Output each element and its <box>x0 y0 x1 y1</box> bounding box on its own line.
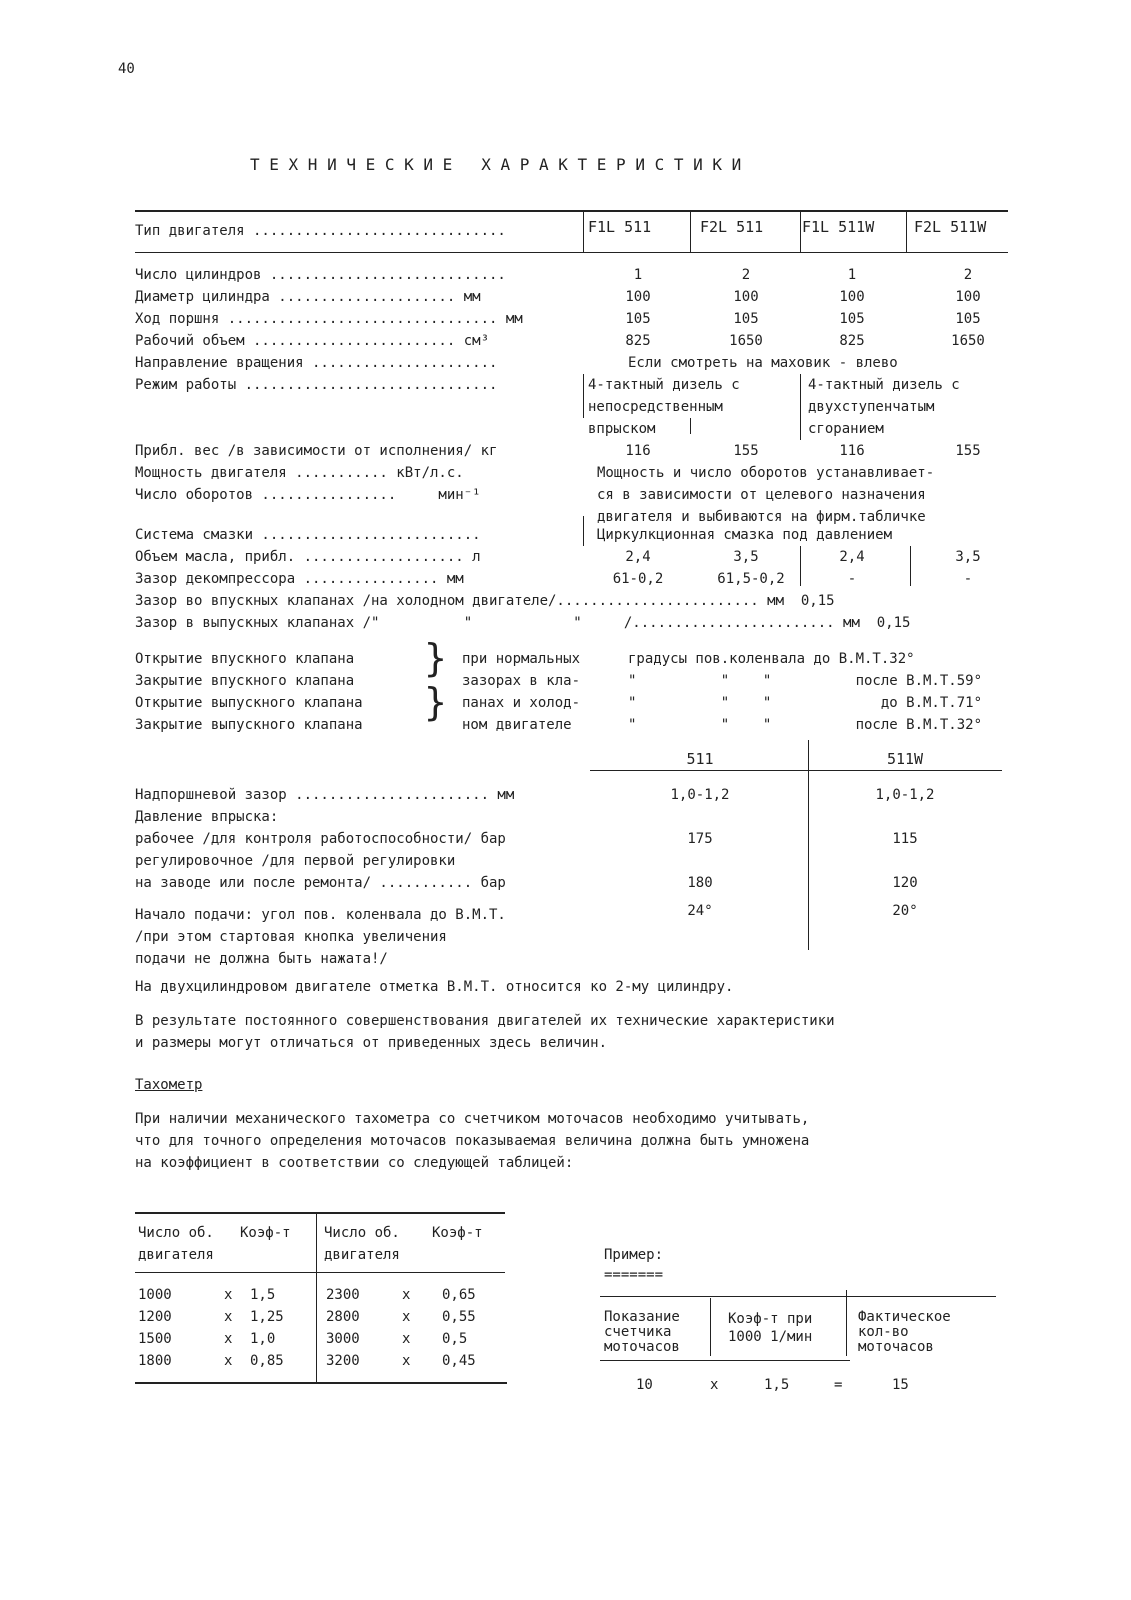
model-f1l511w: F1L 511W <box>802 218 875 236</box>
cell-value: 155 <box>733 443 759 459</box>
table-cell: 1,25 <box>250 1309 284 1325</box>
col-divider <box>583 212 584 252</box>
row-label-displacement: Рабочий объем ........................ см³ <box>135 333 490 349</box>
adjust-pressure-label: на заводе или после ремонта/ ........... бар <box>135 875 506 891</box>
col-511w: 511W <box>886 750 924 768</box>
cell-value: 825 <box>625 333 651 349</box>
row-label-weight: Прибл. вес /в зависимости от исполнения/ кг <box>135 443 498 459</box>
injection-header-rule <box>590 770 1002 771</box>
cell-value: 24° <box>687 903 713 919</box>
coef-header: Число об. двигателя <box>138 1225 214 1263</box>
timing-value: " " " после В.М.Т.59° <box>628 673 983 689</box>
cell-value: 116 <box>625 443 651 459</box>
example-cell: 1,5 <box>764 1377 790 1393</box>
col-divider <box>800 546 801 586</box>
cell-value: 61-0,2 <box>612 571 664 587</box>
table-top-rule <box>135 210 1008 212</box>
model-f2l511w: F2L 511W <box>914 218 987 236</box>
cell-value: 100 <box>955 289 981 305</box>
exhaust-clearance: Зазор в выпускных клапанах /" " " /........................ мм 0,15 <box>135 615 911 631</box>
col-divider <box>800 374 801 440</box>
table-cell: 1,5 <box>250 1287 276 1303</box>
coef-top-rule <box>135 1212 505 1214</box>
cell-value: 2 <box>741 267 751 283</box>
tacho-heading: Тахометр <box>135 1077 203 1093</box>
cell-value: 105 <box>625 311 651 327</box>
start-feed-label: /при этом стартовая кнопка увеличения <box>135 929 447 945</box>
condition-text: при нормальных <box>462 651 581 667</box>
coef-header: Число об. двигателя <box>324 1225 400 1263</box>
brace: } <box>424 680 447 724</box>
table-cell: 0,65 <box>442 1287 476 1303</box>
cell-value: 115 <box>892 831 918 847</box>
table-cell: x <box>224 1309 233 1325</box>
cell-value: 1,0-1,2 <box>875 787 935 803</box>
condition-text: панах и холод- <box>462 695 581 711</box>
valve-timing-label: Закрытие впускного клапана <box>135 673 355 689</box>
injection-divider <box>808 740 809 950</box>
table-cell: 1000 <box>138 1287 172 1303</box>
cell-value: 105 <box>955 311 981 327</box>
cell-value: 3,5 <box>955 549 981 565</box>
row-label-cylinders: Число цилиндров ............................ <box>135 267 506 283</box>
col-divider <box>910 546 911 586</box>
table-cell: 0,55 <box>442 1309 476 1325</box>
coef-bottom-rule <box>135 1382 507 1384</box>
adjust-pressure-label: регулировочное /для первой регулировки <box>135 853 456 869</box>
valve-timing-label: Закрытие выпускного клапана <box>135 717 363 733</box>
row-label-power: Мощность двигателя ........... кВт/л.с. <box>135 465 464 481</box>
cell-value: 1650 <box>729 333 763 349</box>
example-cell: x <box>710 1377 719 1393</box>
pressure-heading: Давление впрыска: <box>135 809 279 825</box>
timing-value: градусы пов.коленвала до В.М.Т.32° <box>628 651 915 667</box>
example-top-rule <box>600 1296 996 1297</box>
cell-value: 1650 <box>951 333 985 349</box>
cell-value: 2 <box>963 267 973 283</box>
cell-value: 1 <box>633 267 643 283</box>
valve-timing-label: Открытие впускного клапана <box>135 651 355 667</box>
table-cell: x <box>224 1287 233 1303</box>
table-cell: 1800 <box>138 1353 172 1369</box>
cell-value: 20° <box>892 903 918 919</box>
example-header-rule <box>600 1360 850 1361</box>
cell-value: 105 <box>839 311 865 327</box>
cell-value: - <box>847 571 857 587</box>
example-header: Показание счетчика моточасов <box>604 1309 680 1355</box>
note-two-cylinder: На двухцилиндровом двигателе отметка В.М.Т. относится ко 2-му цилиндру. <box>135 979 734 995</box>
valve-timing-label: Открытие выпускного клапана <box>135 695 363 711</box>
timing-value: " " " до В.М.Т.71° <box>628 695 983 711</box>
intake-clearance: Зазор во впускных клапанах /на холодном двигателе/........................ мм 0,15 <box>135 593 835 609</box>
col-divider <box>690 212 691 252</box>
table-cell: x <box>402 1353 411 1369</box>
table-cell: 2300 <box>326 1287 360 1303</box>
model-f1l511: F1L 511 <box>588 218 652 236</box>
row-label-decompressor: Зазор декомпрессора ................ мм <box>135 571 464 587</box>
col-divider <box>583 516 584 546</box>
cell-value: 1,0-1,2 <box>670 787 730 803</box>
table-cell: 0,85 <box>250 1353 284 1369</box>
table-cell: x <box>224 1353 233 1369</box>
table-cell: x <box>402 1309 411 1325</box>
example-heading: Пример: <box>604 1247 664 1263</box>
condition-text: ном двигателе <box>462 717 572 733</box>
table-cell: x <box>402 1287 411 1303</box>
col-divider <box>583 374 584 418</box>
mode-value-511: 4-тактный дизель с непосредственным впрыском <box>588 377 740 437</box>
example-cell: 15 <box>892 1377 909 1393</box>
coef-header-rule <box>135 1272 505 1273</box>
example-cell: = <box>834 1377 843 1393</box>
cell-value: 180 <box>687 875 713 891</box>
table-cell: 2800 <box>326 1309 360 1325</box>
example-header: Коэф-т при 1000 1/мин <box>728 1311 813 1345</box>
condition-text: зазорах в кла- <box>462 673 581 689</box>
lubrication-value: Циркулкционная смазка под давлением <box>597 527 893 543</box>
coef-header: Коэф-т <box>432 1225 483 1241</box>
coef-header: Коэф-т <box>240 1225 291 1241</box>
cell-value: 3,5 <box>733 549 759 565</box>
cell-value: 105 <box>733 311 759 327</box>
row-label-bore: Диаметр цилиндра ..................... мм <box>135 289 481 305</box>
table-cell: x <box>402 1331 411 1347</box>
cell-value: 100 <box>733 289 759 305</box>
note-changes: В результате постоянного совершенствования двигателей их технические характеристики и размеры могут отличаться от приведенных здесь величин. <box>135 1013 835 1051</box>
engine-type-label: Тип двигателя .............................. <box>135 223 506 239</box>
working-pressure-label: рабочее /для контроля работоспособности/ бар <box>135 831 506 847</box>
cell-value: 155 <box>955 443 981 459</box>
row-label-rpm: Число оборотов ................ мин⁻¹ <box>135 487 481 503</box>
example-underline: ======= <box>604 1267 664 1283</box>
example-cell: 10 <box>636 1377 653 1393</box>
cell-value: 100 <box>839 289 865 305</box>
cell-value: - <box>963 571 973 587</box>
cell-value: 1 <box>847 267 857 283</box>
start-feed-label: Начало подачи: угол пов. коленвала до В.М.Т. <box>135 907 506 923</box>
row-label-rotation: Направление вращения ...................... <box>135 355 498 371</box>
table-header-rule <box>135 252 1008 253</box>
page-number: 40 <box>118 61 135 77</box>
table-cell: 3000 <box>326 1331 360 1347</box>
rotation-value: Если смотреть на маховик - влево <box>628 355 898 371</box>
model-f2l511: F2L 511 <box>700 218 764 236</box>
row-label-mode: Режим работы .............................. <box>135 377 498 393</box>
cell-value: 100 <box>625 289 651 305</box>
table-cell: 3200 <box>326 1353 360 1369</box>
row-label-lubrication: Система смазки .......................... <box>135 527 481 543</box>
cell-value: 2,4 <box>839 549 865 565</box>
row-label-oil-volume: Объем масла, прибл. ................... л <box>135 549 481 565</box>
table-cell: x <box>224 1331 233 1347</box>
start-feed-label: подачи не должна быть нажата!/ <box>135 951 388 967</box>
example-header: Фактическое кол-во моточасов <box>858 1309 951 1355</box>
example-divider <box>846 1290 847 1356</box>
col-divider <box>906 212 907 252</box>
cell-value: 116 <box>839 443 865 459</box>
col-divider <box>690 418 691 434</box>
tacho-text: При наличии механического тахометра со счетчиком моточасов необходимо учитывать, что для точного определения моточасов показываемая величина должна быть умножена на коэффициент в соответствии со следующей таблицей: <box>135 1111 810 1171</box>
brace: } <box>424 636 447 680</box>
coef-divider <box>316 1214 317 1382</box>
page-title: Т Е Х Н И Ч Е С К И Е Х А Р А К Т Е Р И С Т И К И <box>250 155 742 174</box>
cell-value: 2,4 <box>625 549 651 565</box>
example-divider <box>710 1298 711 1356</box>
col-divider <box>800 212 801 252</box>
table-cell: 0,45 <box>442 1353 476 1369</box>
col-511: 511 <box>686 750 714 768</box>
cell-value: 825 <box>839 333 865 349</box>
cell-value: 120 <box>892 875 918 891</box>
cell-value: 61,5-0,2 <box>717 571 785 587</box>
cell-value: 175 <box>687 831 713 847</box>
timing-value: " " " после В.М.Т.32° <box>628 717 983 733</box>
power-rpm-note: Мощность и число оборотов устанавливает- ся в зависимости от целевого назначения двигателя и выбиваются на фирм.табличке <box>597 465 935 525</box>
table-cell: 0,5 <box>442 1331 468 1347</box>
table-cell: 1,0 <box>250 1331 276 1347</box>
table-cell: 1200 <box>138 1309 172 1325</box>
piston-gap-label: Надпоршневой зазор ....................... мм <box>135 787 515 803</box>
mode-value-511w: 4-тактный дизель с двухступенчатым сгоранием <box>808 377 960 437</box>
row-label-stroke: Ход поршня ................................ мм <box>135 311 523 327</box>
table-cell: 1500 <box>138 1331 172 1347</box>
